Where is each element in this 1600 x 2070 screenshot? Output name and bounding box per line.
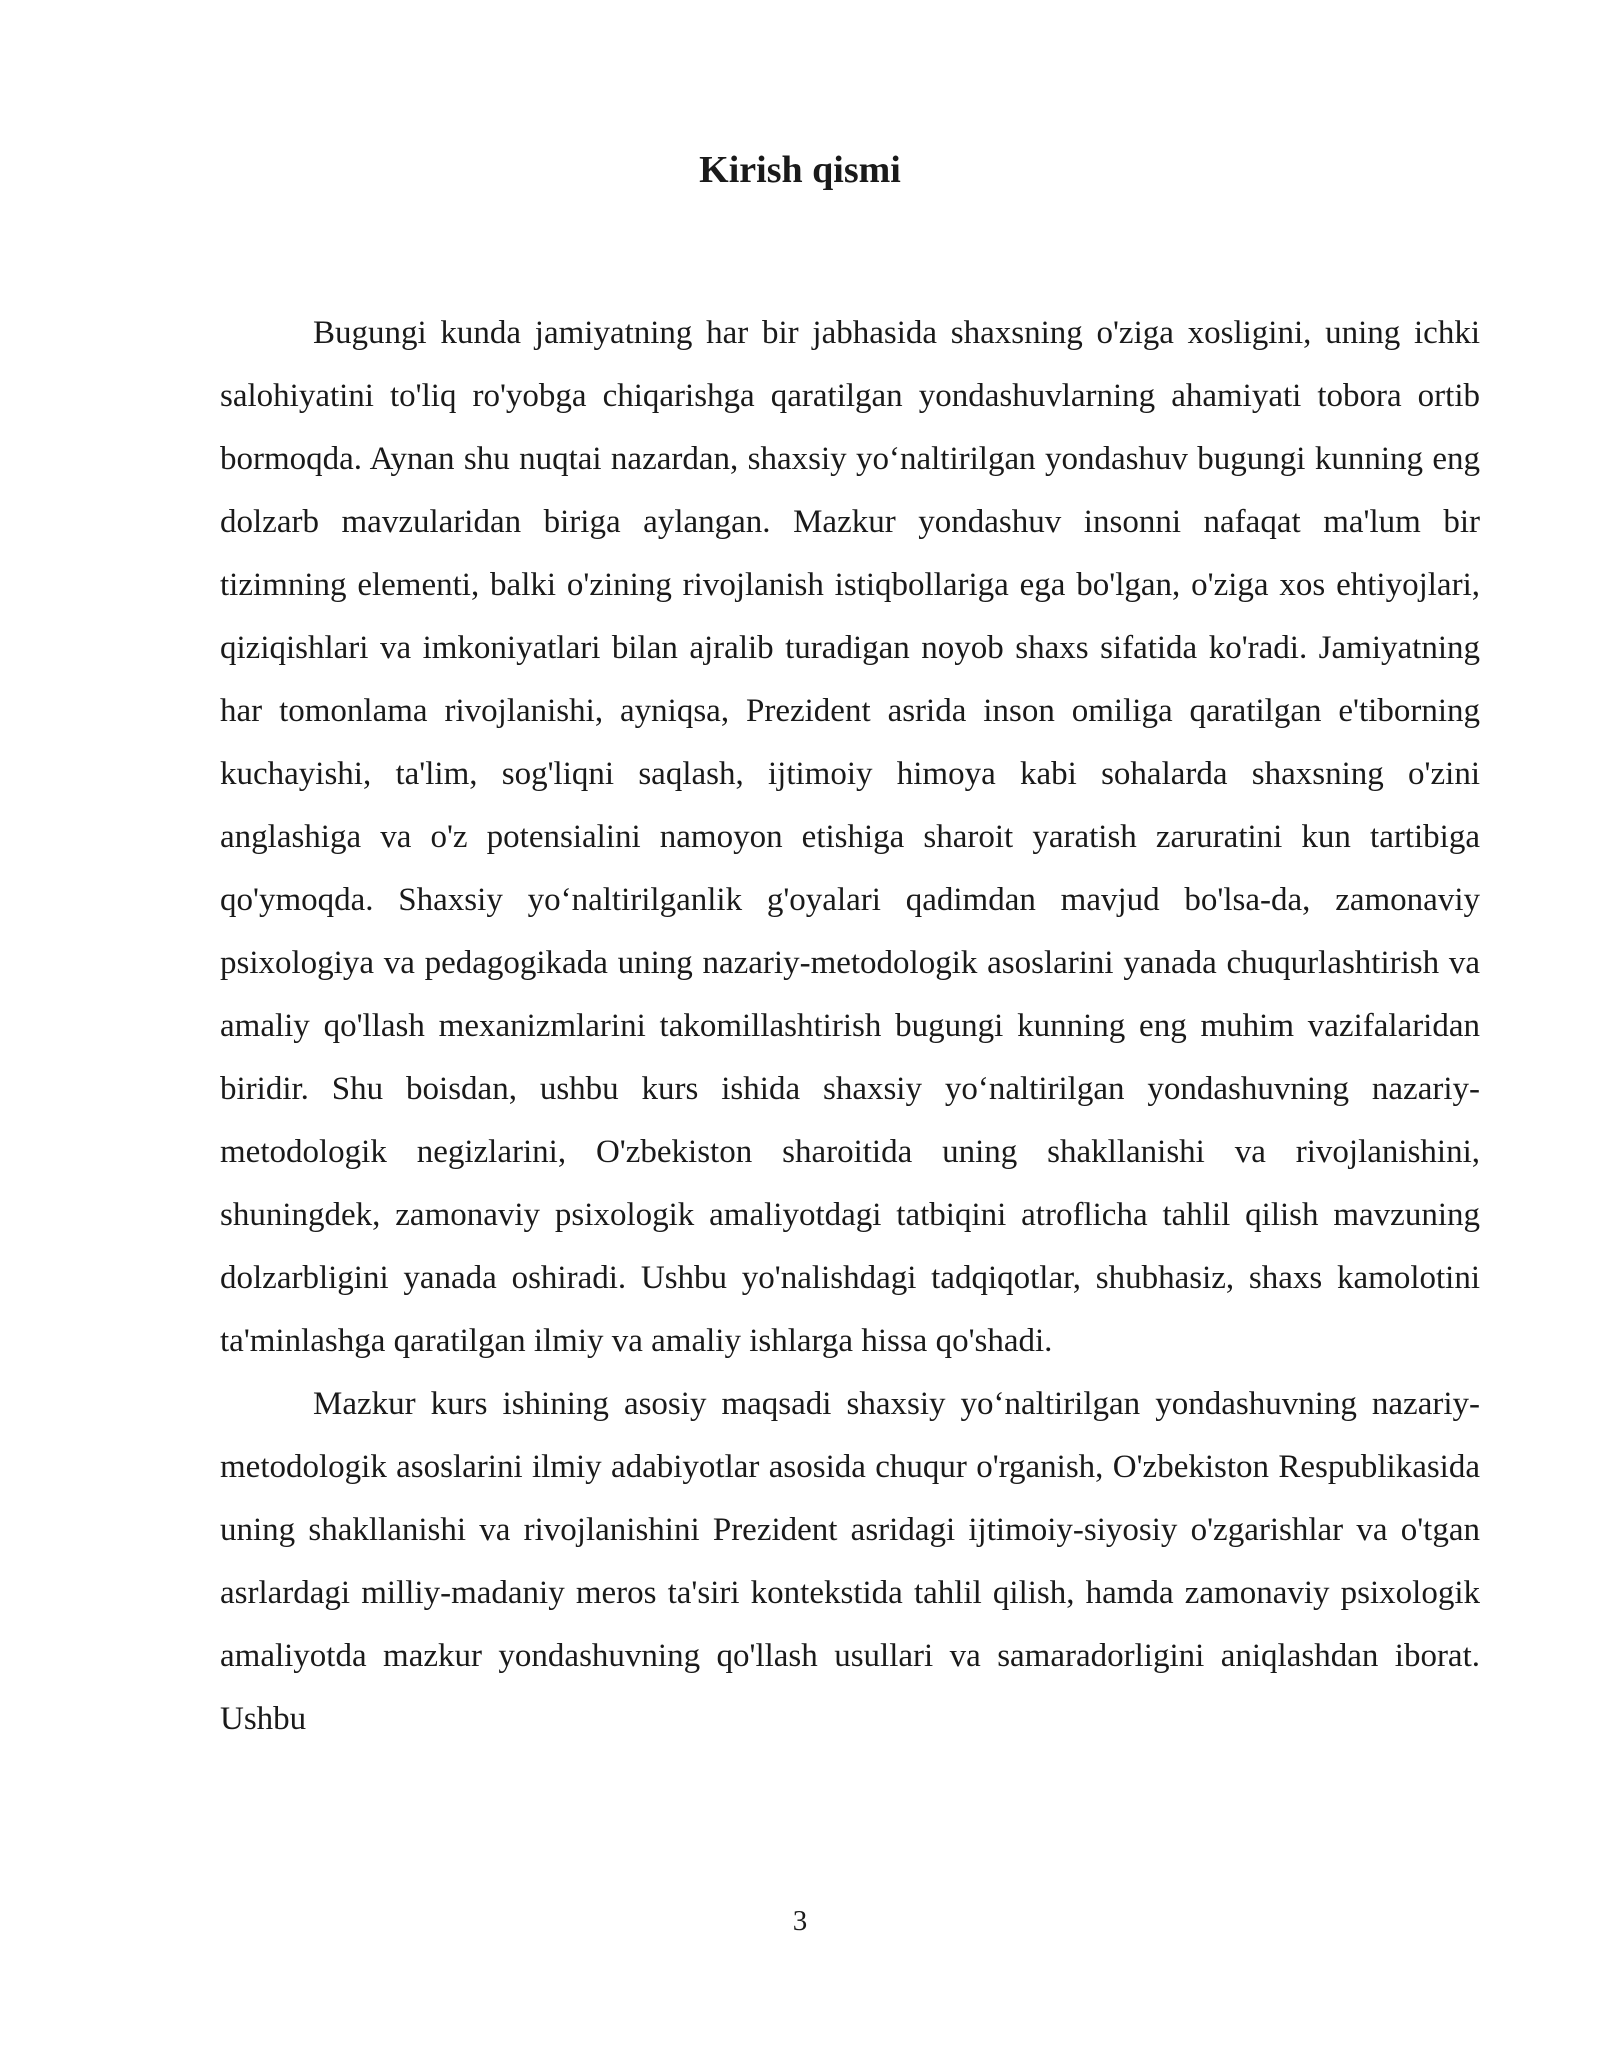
paragraph-purpose: Mazkur kurs ishining asosiy maqsadi shaxsiy yo‘naltirilgan yondashuvning nazariy-metodologik asoslarini ilmiy adabiyotlar asosida chuqur o'rganish, O'zbekiston Respublikasida uning shakllanishi va rivojlanishini Prezident asridagi ijtimoiy-siyosiy o'zgarishlar va o'tgan asrlardagi milliy-madaniy meros ta'siri kontekstida tahlil qilish, hamda zamonaviy psixologik amaliyotda mazkur yondashuvning qo'llash usullari va samaradorligini aniqlashdan iborat. Ushbu xyxy=(220,1386,1480,1737)
paragraph-introduction: Bugungi kunda jamiyatning har bir jabhasida shaxsning o'ziga xosligini, uning ichki salohiyatini to'liq ro'yobga chiqarishga qaratilgan yondashuvlarning ahamiyati tobora ortib bormoqda. Aynan shu nuqtai nazardan, shaxsiy yo‘naltirilgan yondashuv bugungi kunning eng dolzarb mavzularidan biriga aylangan. Mazkur yondashuv insonni nafaqat ma'lum bir tizimning elementi, balki o'zining rivojlanish istiqbollariga ega bo'lgan, o'ziga xos ehtiyojlari, qiziqishlari va imkoniyatlari bilan ajralib turadigan noyob shaxs sifatida ko'radi. Jamiyatning har tomonlama rivojlanishi, ayniqsa, Prezident asrida inson omiliga qaratilgan e'tiborning kuchayishi, ta'lim, sog'liqni saqlash, ijtimoiy himoya kabi sohalarda shaxsning o'zini anglashiga va o'z potensialini namoyon etishiga sharoit yaratish zaruratini kun tartibiga qo'ymoqda. Shaxsiy yo‘naltirilganlik g'oyalari qadimdan mavjud bo'lsa-da, zamonaviy psixologiya va pedagogikada uning nazariy-metodologik asoslarini yanada chuqurlashtirish va amaliy qo'llash mexanizmlarini takomillashtirish bugungi kunning eng muhim vazifalaridan biridir. Shu boisdan, ushbu kurs ishida shaxsiy yo‘naltirilgan yondashuvning nazariy-metodologik negizlarini, O'zbekiston sharoitida uning shakllanishi va rivojlanishini, shuningdek, zamonaviy psixologik amaliyotdagi tatbiqini atroflicha tahlil qilish mavzuning dolzarbligini yanada oshiradi. Ushbu yo'nalishdagi tadqiqotlar, shubhasiz, shaxs kamolotini ta'minlashga qaratilgan ilmiy va amaliy ishlarga hissa qo'shadi. xyxy=(220,315,1480,1359)
body-text xyxy=(220,302,1480,1751)
page-number: 3 xyxy=(792,1905,808,1937)
page-title: Kirish qismi xyxy=(699,149,901,191)
